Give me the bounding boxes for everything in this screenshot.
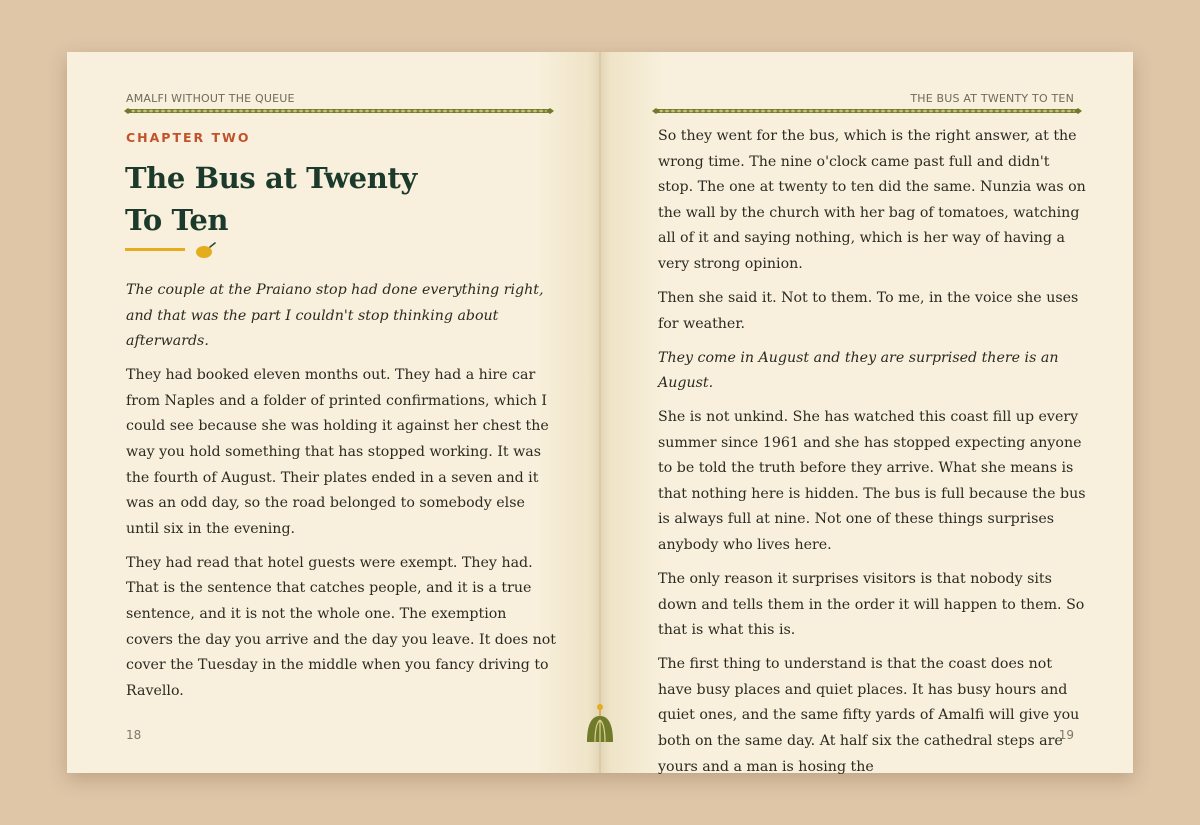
running-head-right: THE BUS AT TWENTY TO TEN [910, 92, 1074, 105]
quoted-paragraph: They come in August and they are surprised there is an August. [658, 349, 1059, 392]
right-page [600, 52, 1133, 773]
chapter-title-line2: To Ten [125, 203, 229, 237]
paragraph: Then she said it. Not to them. To me, in the voice she uses for weather. [658, 289, 1079, 332]
paragraph: She is not unkind. She has watched this coast fill up every summer since 1961 and she has stopped expecting anyone to be told the truth before they arrive. What she means is that nothing here is hidden. The bus is full because the bus is always full at nine. Not one of these things surprises anybody who lives here. [658, 409, 1086, 554]
paragraph: The first thing to understand is that the coast does not have busy places and quiet places. It has busy hours and quiet ones, and the same fifty yards of Amalfi will give you both on the same day. At half six the cathedral steps are yours and a man is hosing the [658, 656, 1080, 775]
header-rule-right [652, 106, 1082, 116]
left-page [67, 52, 600, 773]
chapter-title [125, 157, 455, 241]
paragraph: So they went for the bus, which is the right answer, at the wrong time. The nine o'clock came past full and didn't stop. The one at twenty to ten did the same. Nunzia was on the wall by the church with her bag of tomatoes, watching all of it and saying nothing, which is her way of having a very strong opinion. [658, 128, 1086, 272]
opening-paragraph: The couple at the Praiano stop had done everything right, and that was the part I couldn't stop thinking about afterwards. [126, 282, 544, 350]
bookmark-icon[interactable] [584, 702, 616, 742]
paragraph: The only reason it surprises visitors is that nobody sits down and tells them in the order it will happen to them. So that is what this is. [658, 571, 1085, 639]
chapter-label: CHAPTER TWO [126, 130, 251, 145]
book-spine [599, 52, 601, 773]
right-body-text [658, 124, 1088, 775]
chapter-title-line1: The Bus at Twenty [125, 161, 417, 195]
paragraph: They had read that hotel guests were exempt. They had. That is the sentence that catches people, and it is a true sentence, and it is not the whole one. The exemption covers the day you arrive and the day you leave. It does not cover the Tuesday in the middle when you fancy driving to Ravello. [126, 554, 556, 699]
lemon-icon [125, 240, 225, 262]
paragraph: They had booked eleven months out. They had a hire car from Naples and a folder of printed confirmations, which I could see because she was holding it against her chest the way you hold something that has stopped working. It was the fourth of August. Their plates ended in a seven and it was an odd day, so the road belonged to somebody else until six in the evening. [126, 367, 549, 537]
running-head-left: AMALFI WITHOUT THE QUEUE [126, 92, 295, 105]
page-number-left: 18 [126, 728, 142, 742]
header-rule-left [124, 106, 554, 116]
open-book [67, 52, 1133, 773]
page-number-right: 19 [1058, 728, 1074, 742]
left-body-text [126, 278, 556, 713]
